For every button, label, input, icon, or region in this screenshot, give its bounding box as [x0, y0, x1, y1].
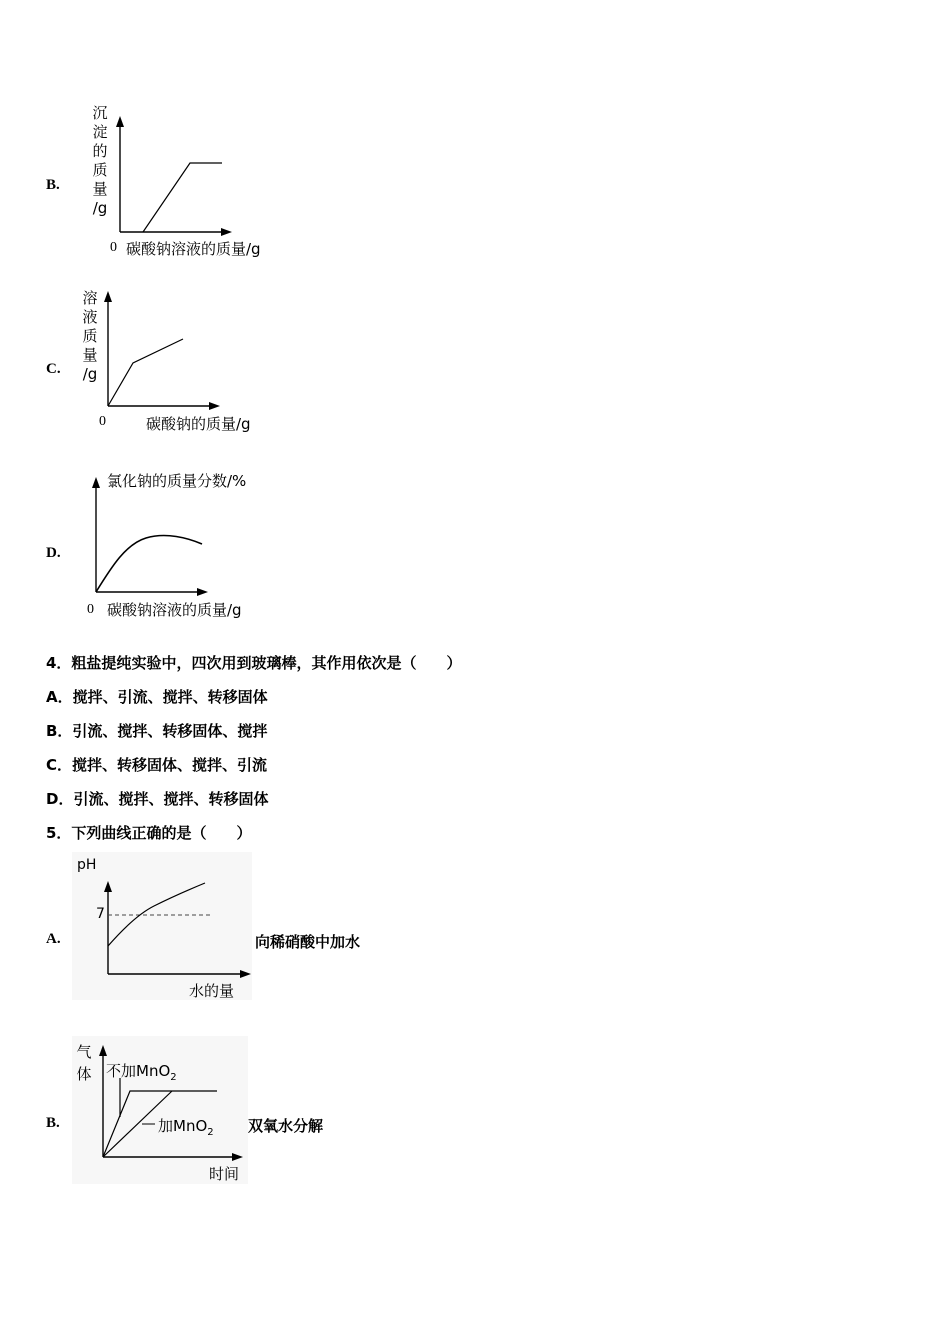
question-4-stem: 4．粗盐提纯实验中，四次用到玻璃棒，其作用依次是（ ） — [46, 654, 462, 672]
question-4-option-a: A．搅拌、引流、搅拌、转移固体 — [46, 688, 268, 706]
question-5-option-letter-a: A. — [46, 931, 61, 947]
figure-b-origin: 0 — [110, 240, 117, 255]
question-5-option-a-note: 向稀硝酸中加水 — [255, 933, 361, 951]
label-with-mno2: 加MnO$_2$ — [158, 1117, 214, 1138]
ph-7-tick-label: 7 — [96, 906, 105, 922]
figure-d-ylabel: 氯化钠的质量分数/% — [107, 472, 247, 490]
question-5-option-letter-b: B. — [46, 1115, 60, 1131]
question-4-option-c: C．搅拌、转移固体、搅拌、引流 — [46, 756, 268, 774]
figure-d-xlabel: 碳酸钠溶液的质量/g — [107, 601, 242, 619]
question-4-option-b: B．引流、搅拌、转移固体、搅拌 — [46, 722, 268, 740]
figure-b-xlabel: 碳酸钠溶液的质量/g — [126, 240, 261, 258]
question-5-figure-a-ylabel: pH — [77, 857, 97, 873]
option-letter-b: B. — [46, 177, 60, 193]
option-letter-d: D. — [46, 545, 61, 561]
question-4-option-d: D．引流、搅拌、搅拌、转移固体 — [46, 790, 269, 808]
figure-c-origin: 0 — [99, 414, 106, 429]
question-5-figure-a-xlabel: 水的量 — [189, 982, 235, 1000]
question-5-option-b-note: 双氧水分解 — [248, 1117, 324, 1135]
figure-d-origin: 0 — [87, 602, 94, 617]
option-letter-c: C. — [46, 361, 61, 377]
figure-c-xlabel: 碳酸钠的质量/g — [146, 415, 251, 433]
figure-b-ylabel: 沉 淀 的 质 量 /g — [92, 104, 108, 217]
question-5-figure-b-ylabel: 气 体 — [76, 1043, 92, 1083]
label-without-mno2: 不加MnO$_2$ — [106, 1062, 177, 1083]
figure-c-ylabel: 溶 液 质 量 /g — [82, 289, 98, 383]
question-5-figure-b-xlabel: 时间 — [209, 1165, 240, 1183]
question-5-stem: 5．下列曲线正确的是（ ） — [46, 824, 252, 842]
